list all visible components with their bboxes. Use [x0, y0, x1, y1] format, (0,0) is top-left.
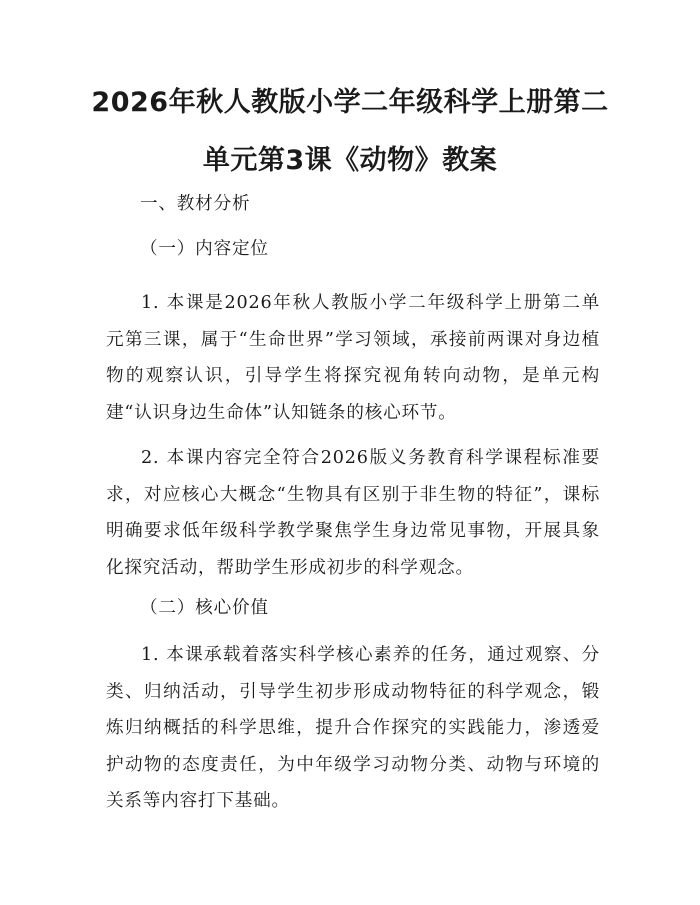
paragraph: 2. 本课内容完全符合2026版义务教育科学课程标准要求，对应核心大概念“生物具有区别于非生物的特征”，课标明确要求低年级科学教学聚焦学生身边常见事物，开展具象化探究活动，帮助学生形成初步的科学观念。 [106, 448, 600, 578]
paragraph: 1. 本课承载着落实科学核心素养的任务，通过观察、分类、归纳活动，引导学生初步形成动物特征的科学观念，锻炼归纳概括的科学思维，提升合作探究的实践能力，渗透爱护动物的态度责任，为中年级学习动物分类、动物与环境的关系等内容打下基础。 [106, 645, 600, 811]
subsection-heading: （二）核心价值 [140, 598, 269, 618]
paragraph-block [106, 440, 600, 586]
paragraph-block [106, 285, 600, 431]
paragraph-block [106, 637, 600, 820]
section-heading: 一、教材分析 [140, 194, 251, 214]
subsection-heading: （一）内容定位 [140, 239, 269, 259]
document-title: 2026年秋人教版小学二年级科学上册第二单元第3课《动物》教案 [91, 87, 609, 176]
paragraph: 1. 本课是2026年秋人教版小学二年级科学上册第二单元第三课，属于“生命世界”学习领域，承接前两课对身边植物的观察认识，引导学生将探究视角转向动物，是单元构建“认识身边生命体”认知链条的核心环节。 [106, 293, 600, 423]
